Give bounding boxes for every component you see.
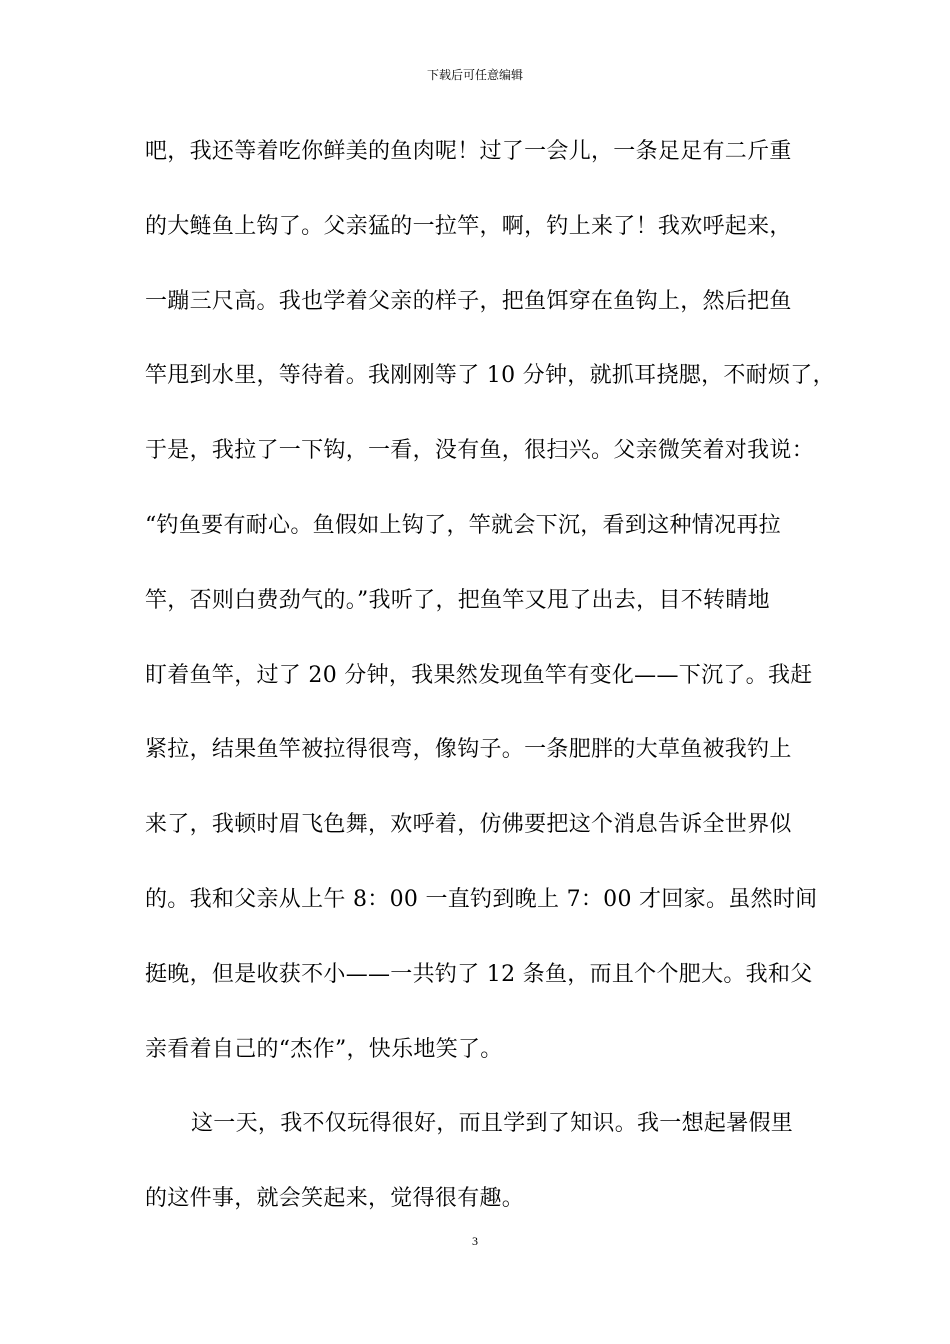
- text-line: 紧拉，结果鱼竿被拉得很弯，像钩子。一条肥胖的大草鱼被我钓上: [145, 737, 792, 763]
- text-line: 的大鲢鱼上钩了。父亲猛的一拉竿，啊，钓上来了！我欢呼起来，: [145, 213, 792, 239]
- text-line: 盯着鱼竿，过了 20 分钟，我果然发现鱼竿有变化——下沉了。我赶: [145, 662, 813, 688]
- document-body: [145, 130, 835, 1252]
- text-line: 于是，我拉了一下钩，一看，没有鱼，很扫兴。父亲微笑着对我说：: [145, 438, 815, 464]
- text-line: 这一天，我不仅玩得很好，而且学到了知识。我一想起暑假里: [191, 1111, 794, 1137]
- text-line: 一蹦三尺高。我也学着父亲的样子，把鱼饵穿在鱼钩上，然后把鱼: [145, 288, 792, 314]
- text-line: 竿，否则白费劲气的。”我听了，把鱼竿又甩了出去，目不转睛地: [145, 587, 770, 613]
- text-line: 的。我和父亲从上午 8：00 一直钓到晚上 7：00 才回家。虽然时间: [145, 886, 818, 912]
- text-line: 亲看着自己的“杰作”，快乐地笑了。: [145, 1036, 503, 1062]
- page-number: 3: [472, 1234, 478, 1248]
- paragraph-1: [145, 130, 835, 1102]
- text-line: “钓鱼要有耐心。鱼假如上钩了，竿就会下沉，看到这种情况再拉: [145, 512, 781, 538]
- text-line: 竿甩到水里，等待着。我刚刚等了 10 分钟，就抓耳挠腮，不耐烦了，: [145, 363, 835, 389]
- text-line: 吧，我还等着吃你鲜美的鱼肉呢！过了一会儿，一条足足有二斤重: [145, 139, 792, 164]
- page-header: 下载后可任意编辑: [426, 68, 523, 82]
- paragraph-2: [145, 1102, 820, 1252]
- text-line: 的这件事，就会笑起来，觉得很有趣。: [145, 1186, 525, 1212]
- text-line: 来了，我顿时眉飞色舞，欢呼着，仿佛要把这个消息告诉全世界似: [145, 812, 792, 838]
- text-line: 挺晚，但是收获不小——一共钓了 12 条鱼，而且个个肥大。我和父: [145, 961, 813, 987]
